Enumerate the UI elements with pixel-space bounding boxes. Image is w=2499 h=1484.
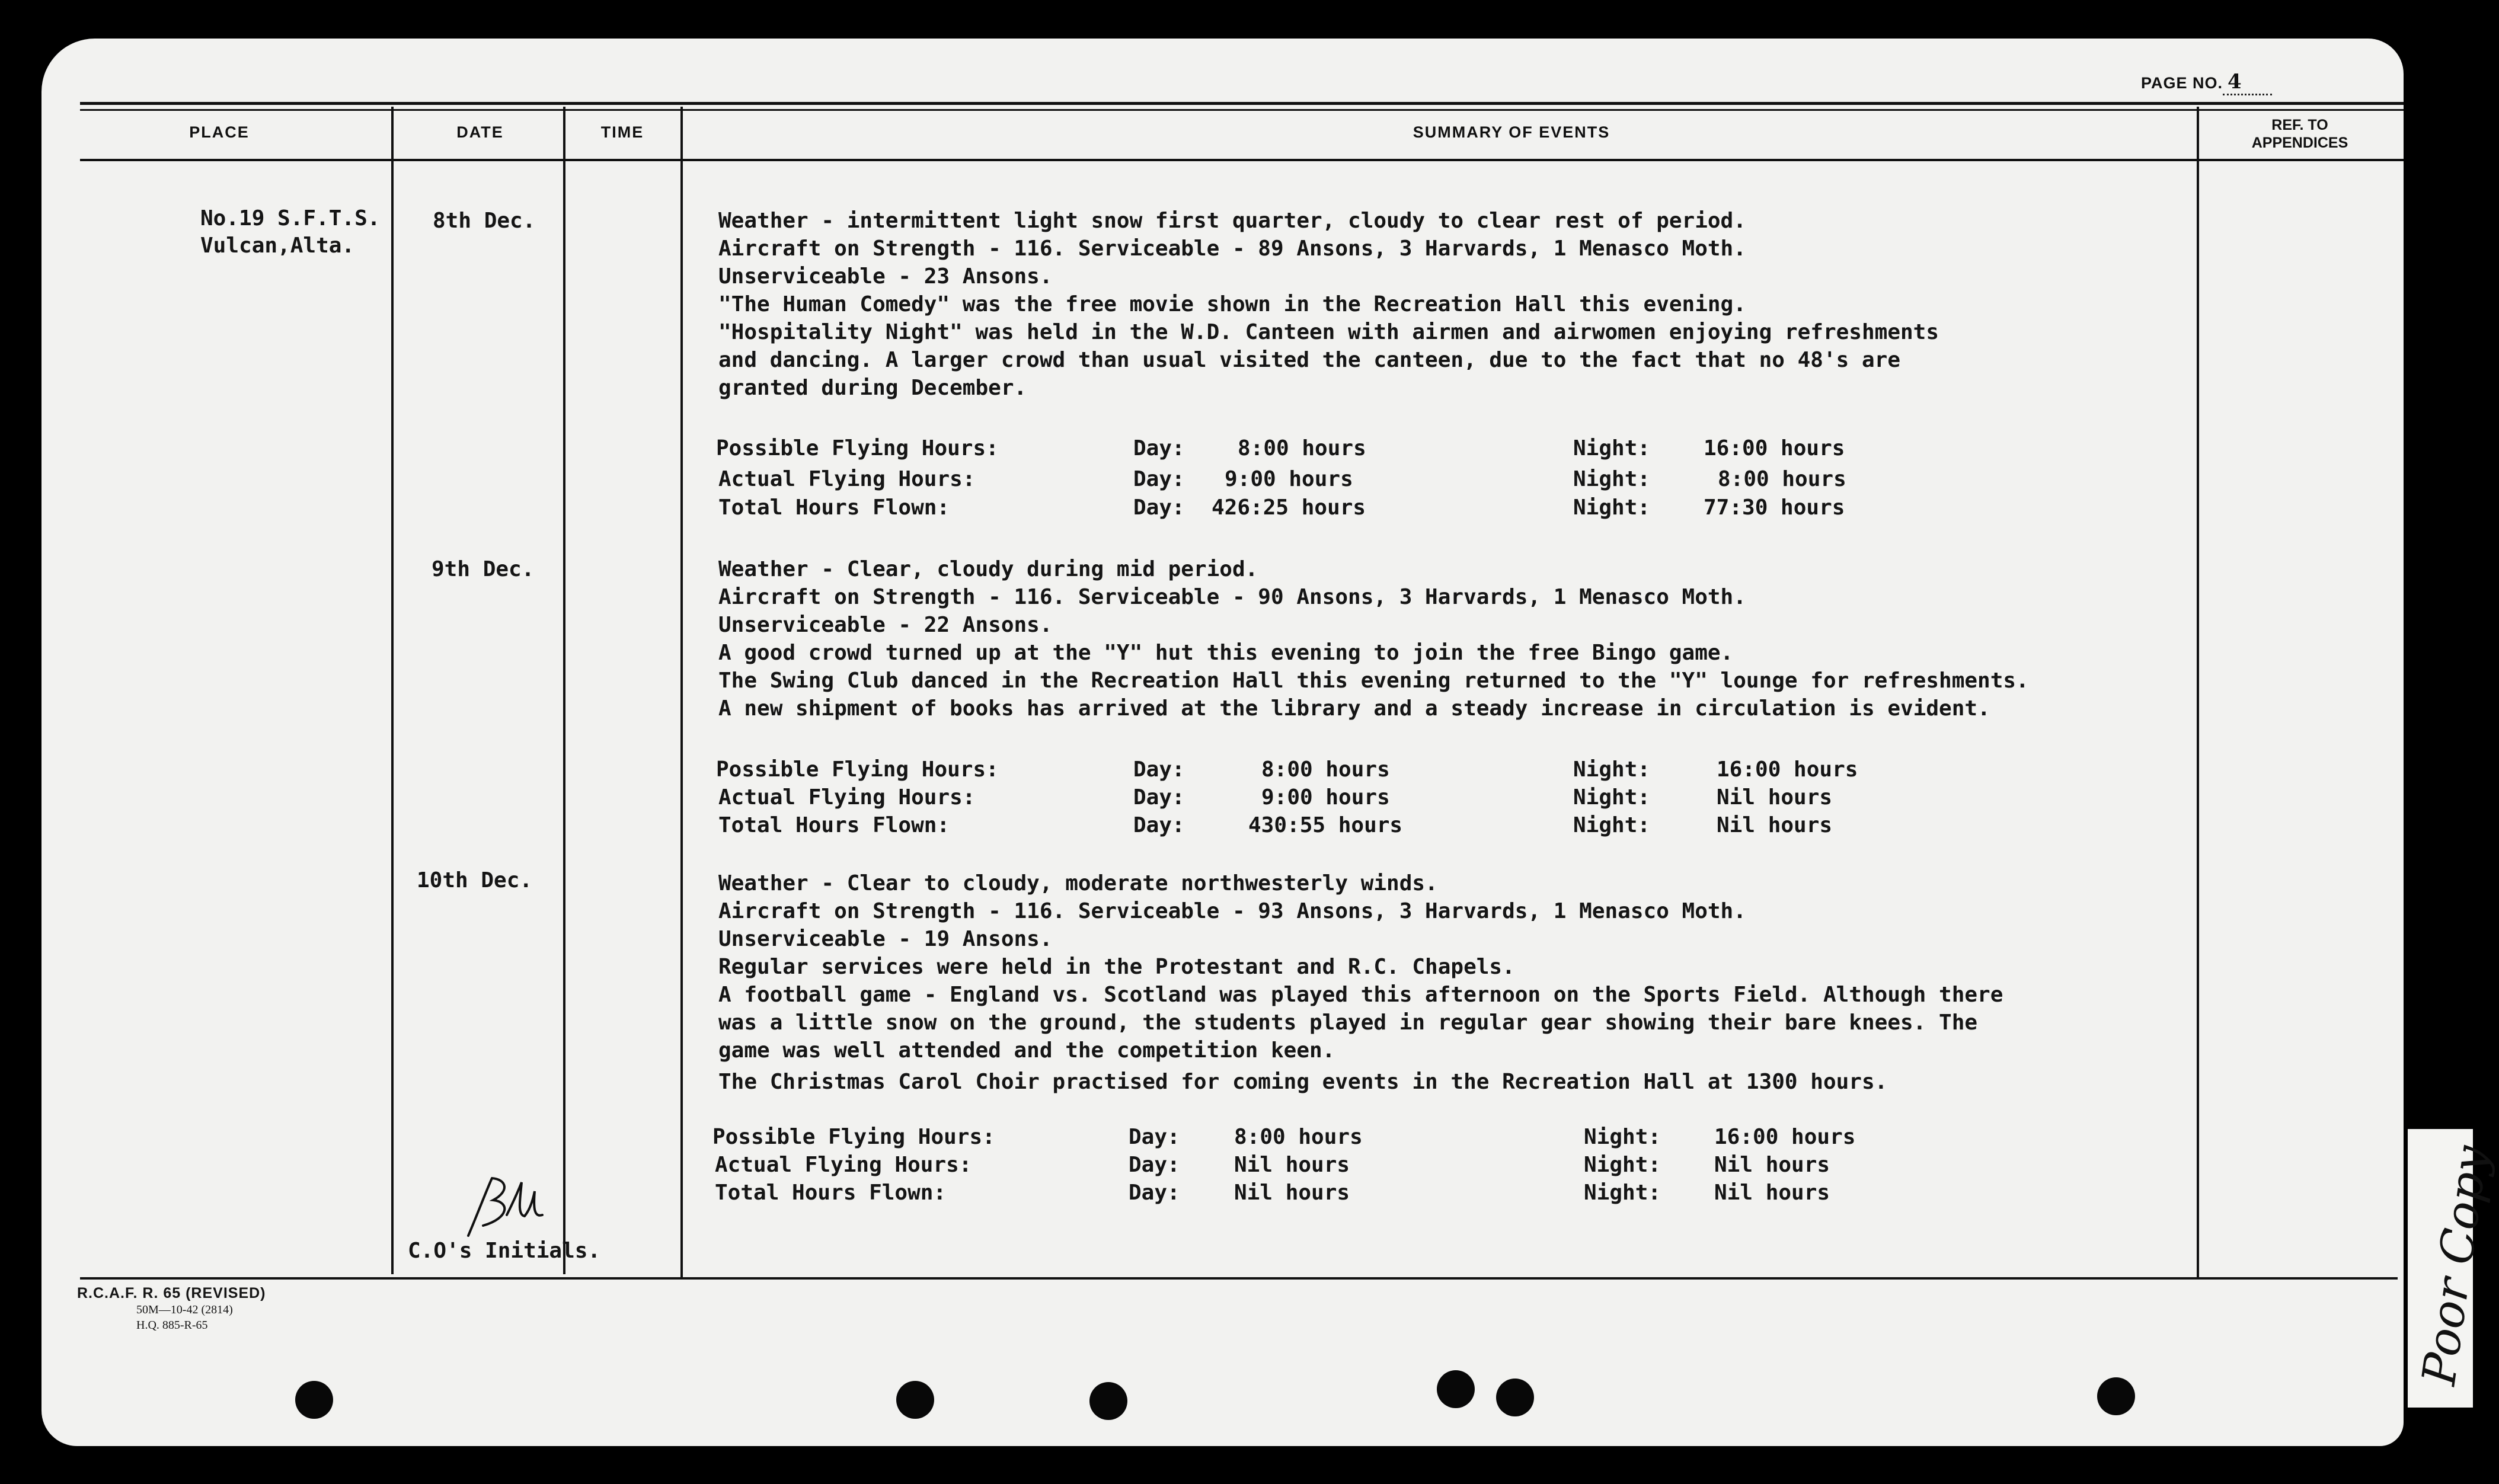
column-header-time: TIME (600, 123, 644, 141)
night-hours: Nil hours (1714, 1181, 1830, 1205)
day-hours: 9:00 hours (1261, 785, 1390, 810)
form-print-run: 50M—10-42 (2814) (136, 1303, 233, 1316)
night-label: Night: (1573, 436, 1651, 460)
night-hours: Nil hours (1717, 785, 1833, 810)
day-hours: Nil hours (1234, 1153, 1350, 1177)
event-line: granted during December. (718, 376, 1027, 400)
event-line: Regular services were held in the Protestant and R.C. Chapels. (718, 955, 1515, 979)
flying-label-possible: Possible Flying Hours: (712, 1125, 995, 1149)
binder-hole (1437, 1370, 1475, 1408)
night-hours: 77:30 hours (1704, 495, 1845, 520)
night-label: Night: (1573, 495, 1651, 520)
night-hours: 16:00 hours (1704, 436, 1845, 460)
night-label: Night: (1573, 785, 1651, 810)
column-header-place: PLACE (189, 123, 250, 141)
day-hours: 8:00 hours (1234, 1125, 1363, 1149)
divider-time-summary (680, 107, 683, 1277)
night-label: Night: (1584, 1125, 1661, 1149)
day-label: Day: (1133, 757, 1185, 782)
event-line: Aircraft on Strength - 116. Serviceable - 89 Ansons, 3 Harvards, 1 Menasco Moth. (718, 236, 1746, 261)
binder-hole (896, 1381, 934, 1419)
night-hours: 8:00 hours (1718, 467, 1846, 491)
event-line: "Hospitality Night" was held in the W.D. Canteen with airmen and airwomen enjoying refreshments (718, 320, 1939, 344)
binder-hole (1496, 1379, 1534, 1416)
night-hours: Nil hours (1717, 813, 1833, 837)
divider-place-date (391, 107, 394, 1274)
event-line: A new shipment of books has arrived at the library and a steady increase in circulation is evident. (718, 696, 1990, 721)
night-hours: Nil hours (1714, 1153, 1830, 1177)
flying-label-actual: Actual Flying Hours: (718, 785, 976, 810)
day-hours: 8:00 hours (1238, 436, 1366, 460)
event-line: Aircraft on Strength - 116. Serviceable - 90 Ansons, 3 Harvards, 1 Menasco Moth. (718, 585, 1746, 609)
flying-label-possible: Possible Flying Hours: (716, 436, 999, 460)
night-label: Night: (1573, 813, 1651, 837)
column-header-date: DATE (456, 123, 504, 141)
divider-date-time (563, 107, 565, 1274)
page-number (2141, 70, 2272, 95)
night-label: Night: (1573, 467, 1651, 491)
night-label: Night: (1584, 1153, 1661, 1177)
event-line: was a little snow on the ground, the students played in regular gear showing their bare knees. The (718, 1010, 1978, 1035)
night-label: Night: (1573, 757, 1651, 782)
form-reference (77, 1285, 266, 1333)
place-cell (200, 205, 380, 260)
day-label: Day: (1133, 467, 1185, 491)
event-line: A good crowd turned up at the "Y" hut this evening to join the free Bingo game. (718, 641, 1734, 665)
event-line: Unserviceable - 19 Ansons. (718, 927, 1053, 951)
night-hours: 16:00 hours (1717, 757, 1858, 782)
column-header-ref-line1: REF. TO (2271, 117, 2328, 133)
flying-label-actual: Actual Flying Hours: (718, 467, 976, 491)
date-8th: 8th Dec. (433, 209, 536, 233)
flying-label-total: Total Hours Flown: (715, 1181, 947, 1205)
day-label: Day: (1133, 785, 1185, 810)
day-label: Day: (1129, 1181, 1180, 1205)
event-line: Unserviceable - 22 Ansons. (718, 613, 1053, 637)
date-9th: 9th Dec. (432, 557, 535, 581)
binder-hole (295, 1381, 333, 1419)
event-line: Unserviceable - 23 Ansons. (718, 264, 1053, 289)
event-line: Aircraft on Strength - 116. Serviceable - 93 Ansons, 3 Harvards, 1 Menasco Moth. (718, 899, 1746, 923)
co-signature (450, 1173, 551, 1245)
day-label: Day: (1129, 1125, 1180, 1149)
divider-summary-ref (2197, 107, 2199, 1277)
header-top-rule (80, 102, 2404, 105)
event-line: A football game - England vs. Scotland was played this afternoon on the Sports Field. Although there (718, 983, 2003, 1007)
day-label: Day: (1133, 436, 1185, 460)
column-header-summary: SUMMARY OF EVENTS (1413, 123, 1610, 141)
binder-hole (1089, 1382, 1127, 1420)
page-number-label: PAGE NO. (2141, 74, 2223, 92)
binder-hole (2097, 1377, 2135, 1415)
day-hours: 9:00 hours (1225, 467, 1353, 491)
event-line: game was well attended and the competition keen. (718, 1038, 1335, 1063)
day-hours: Nil hours (1234, 1181, 1350, 1205)
day-label: Day: (1129, 1153, 1180, 1177)
day-hours: 426:25 hours (1212, 495, 1366, 520)
page-number-value: 4 (2223, 70, 2272, 95)
form-hq-ref: H.Q. 885-R-65 (136, 1319, 208, 1332)
date-10th: 10th Dec. (417, 868, 533, 893)
flying-label-total: Total Hours Flown: (718, 813, 950, 837)
flying-label-actual: Actual Flying Hours: (715, 1153, 972, 1177)
footer-rule (80, 1277, 2398, 1280)
event-line: Weather - intermittent light snow first quarter, cloudy to clear rest of period. (718, 209, 1746, 233)
place-unit: No.19 S.F.T.S. (200, 206, 381, 231)
day-hours: 430:55 hours (1248, 813, 1403, 837)
event-line: "The Human Comedy" was the free movie shown in the Recreation Hall this evening. (718, 292, 1746, 316)
column-header-ref (2205, 116, 2395, 152)
poor-copy-stamp: Poor Copy (2412, 1142, 2499, 1389)
day-label: Day: (1133, 495, 1185, 520)
event-line: Weather - Clear to cloudy, moderate northwesterly winds. (718, 871, 1438, 895)
header-bottom-rule (80, 159, 2404, 161)
flying-label-possible: Possible Flying Hours: (716, 757, 999, 782)
event-line: The Christmas Carol Choir practised for coming events in the Recreation Hall at 1300 hours. (718, 1070, 1888, 1094)
event-line: The Swing Club danced in the Recreation Hall this evening returned to the "Y" lounge for refreshments. (718, 669, 2029, 693)
night-hours: 16:00 hours (1714, 1125, 1856, 1149)
night-label: Night: (1584, 1181, 1661, 1205)
event-line: Weather - Clear, cloudy during mid period. (718, 557, 1258, 581)
event-line: and dancing. A larger crowd than usual visited the canteen, due to the fact that no 48's are (718, 348, 1900, 372)
header-top-rule-thin (80, 109, 2404, 111)
co-initials-label: C.O's Initials. (408, 1239, 601, 1263)
column-header-ref-line2: APPENDICES (2251, 135, 2348, 151)
form-number: R.C.A.F. R. 65 (REVISED) (77, 1285, 266, 1301)
place-location: Vulcan,Alta. (200, 234, 355, 258)
flying-label-total: Total Hours Flown: (718, 495, 950, 520)
day-hours: 8:00 hours (1261, 757, 1390, 782)
day-label: Day: (1133, 813, 1185, 837)
